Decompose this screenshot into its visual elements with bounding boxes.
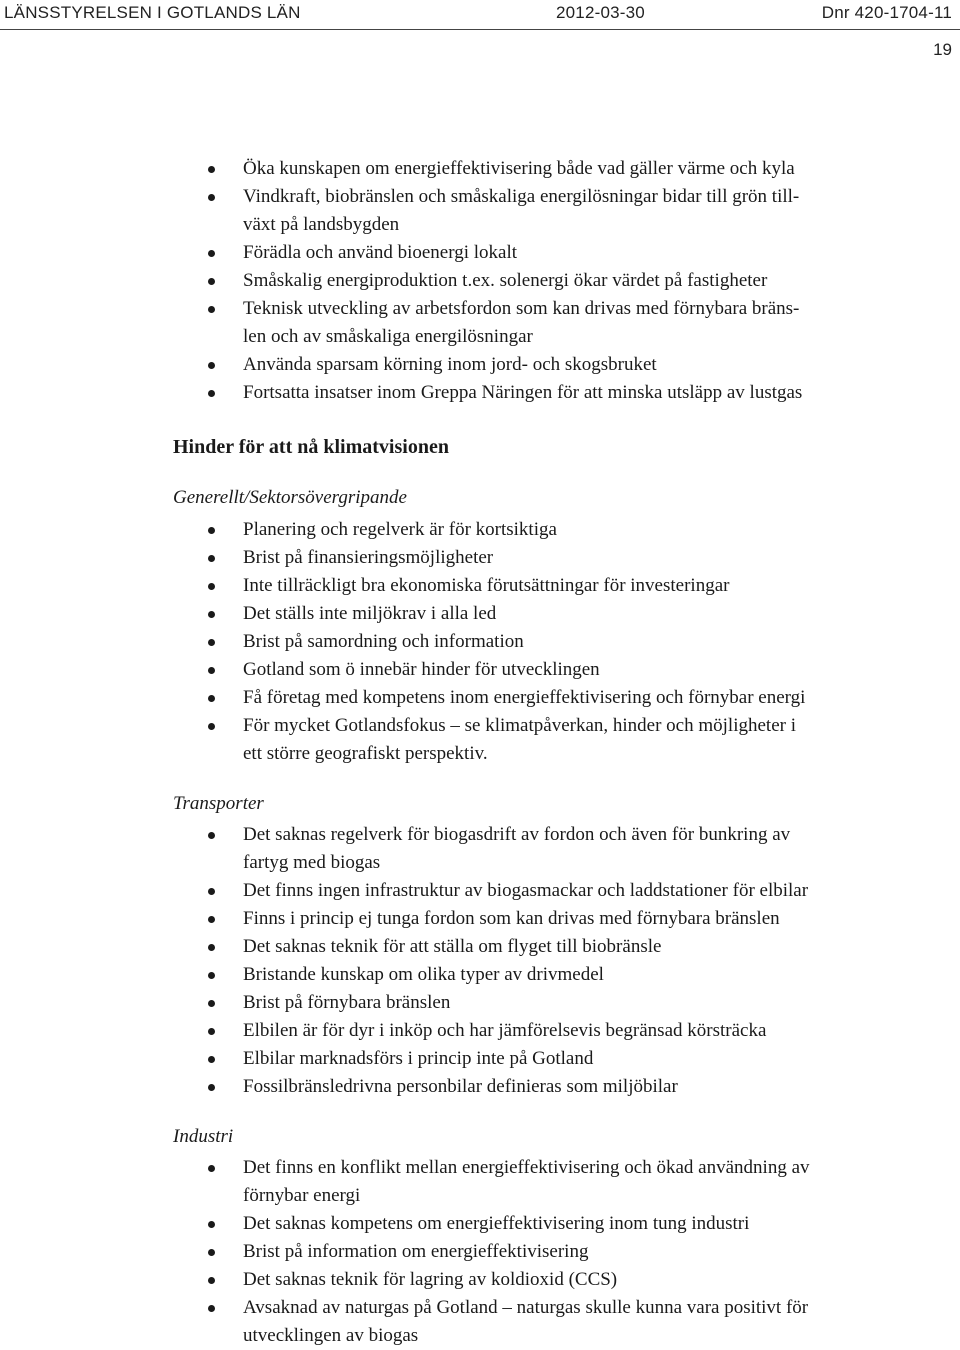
transporter-item [0,905,960,933]
transporter-item-text: Fossilbränsledrivna personbilar definieras som miljöbilar [243,1076,678,1097]
intro-item [0,351,960,379]
bullet-icon [208,1165,215,1172]
bullet-icon [208,555,215,562]
industri-item [0,1266,960,1294]
transporter-item [0,961,960,989]
industri-item-text: Det saknas teknik för lagring av koldioxid (CCS) [243,1269,618,1290]
bullet-icon [208,1056,215,1063]
header-organization: LÄNSSTYRELSEN I GOTLANDS LÄN [4,3,301,22]
intro-item-text: Vindkraft, biobränslen och småskaliga energilösningar bidar till grön till- [243,186,800,207]
intro-bullet-list [0,155,960,407]
bullet-icon [208,390,215,397]
transporter-item [0,1017,960,1045]
generellt-item [0,656,960,684]
subheading-industri: Industri [173,1126,234,1147]
bullet-icon [208,306,215,313]
bullet-icon [208,888,215,895]
bullet-icon [208,916,215,923]
intro-item [0,239,960,267]
bullet-icon [208,583,215,590]
transporter-item-text: Det finns ingen infrastruktur av biogasmackar och laddstationer för elbilar [243,880,809,901]
intro-item [0,379,960,407]
transporter-item-text: fartyg med biogas [243,852,381,873]
industri-item-text: utvecklingen av biogas [243,1325,419,1346]
generellt-item [0,544,960,572]
generellt-item-text: Brist på samordning och information [243,631,524,652]
industri-item-text: Avsaknad av naturgas på Gotland – naturgas skulle kunna vara positivt för [243,1297,809,1318]
bullet-icon [208,972,215,979]
bullet-icon [208,1084,215,1091]
transporter-item-text: Brist på förnybara bränslen [243,992,451,1013]
generellt-item-text: Inte tillräckligt bra ekonomiska förutsättningar för investeringar [243,575,730,596]
intro-item-text: Fortsatta insatser inom Greppa Näringen för att minska utsläpp av lustgas [243,382,803,403]
transporter-item [0,1073,960,1101]
generellt-item-text: ett större geografiskt perspektiv. [243,743,488,764]
header-document-number: Dnr 420-1704-11 [821,3,952,22]
bullet-icon [208,1249,215,1256]
bullet-icon [208,362,215,369]
industri-item-text: Det saknas kompetens om energieffektivisering inom tung industri [243,1213,750,1234]
bullet-icon [208,278,215,285]
bullet-icon [208,611,215,618]
bullet-icon [208,1000,215,1007]
bullet-icon [208,639,215,646]
generellt-item-text: Planering och regelverk är för kortsiktiga [243,519,557,540]
intro-item-text: Teknisk utveckling av arbetsfordon som kan drivas med förnybara bräns- [243,298,800,319]
transporter-item-text: Elbilen är för dyr i inköp och har jämförelsevis begränsad körsträcka [243,1020,767,1041]
transporter-item [0,989,960,1017]
intro-item [0,155,960,183]
intro-item-text: Förädla och använd bioenergi lokalt [243,242,518,263]
transporter-item [0,877,960,905]
bullet-icon [208,166,215,173]
intro-item [0,183,960,239]
bullet-icon [208,667,215,674]
generellt-bullet-list [0,516,960,768]
transporter-item-text: Det saknas regelverk för biogasdrift av fordon och även för bunkring av [243,824,791,845]
transporter-item [0,1045,960,1073]
generellt-item-text: För mycket Gotlandsfokus – se klimatpåverkan, hinder och möjligheter i [243,715,796,736]
generellt-item-text: Gotland som ö innebär hinder för utvecklingen [243,659,600,680]
bullet-icon [208,1028,215,1035]
subheading-generellt: Generellt/Sektorsövergripande [173,487,407,508]
transporter-item-text: Elbilar marknadsförs i princip inte på Gotland [243,1048,594,1069]
transporter-item-text: Finns i princip ej tunga fordon som kan drivas med förnybara bränslen [243,908,780,929]
industri-bullet-list [0,1154,960,1350]
bullet-icon [208,832,215,839]
generellt-item-text: Brist på finansieringsmöjligheter [243,547,494,568]
bullet-icon [208,250,215,257]
industri-item-text: Brist på information om energieffektivisering [243,1241,589,1262]
transporter-item-text: Det saknas teknik för att ställa om flyget till biobränsle [243,936,662,957]
intro-item-text: Småskalig energiproduktion t.ex. solenergi ökar värdet på fastigheter [243,270,768,291]
intro-item-text: Använda sparsam körning inom jord- och skogsbruket [243,354,657,375]
generellt-item [0,516,960,544]
industri-item [0,1154,960,1210]
generellt-item [0,684,960,712]
bullet-icon [208,1277,215,1284]
bullet-icon [208,944,215,951]
industri-item-text: förnybar energi [243,1185,361,1206]
industri-item [0,1294,960,1350]
page-number: 19 [933,40,952,59]
header-date: 2012-03-30 [556,3,645,22]
header-rule [0,29,960,30]
intro-item [0,267,960,295]
bullet-icon [208,695,215,702]
transporter-bullet-list [0,821,960,1101]
section-heading: Hinder för att nå klimatvisionen [173,436,449,458]
intro-item-text: växt på landsbygden [243,214,400,235]
generellt-item-text: Det ställs inte miljökrav i alla led [243,603,497,624]
industri-item [0,1210,960,1238]
transporter-item-text: Bristande kunskap om olika typer av drivmedel [243,964,604,985]
intro-item-text: len och av småskaliga energilösningar [243,326,533,347]
generellt-item [0,572,960,600]
generellt-item [0,712,960,768]
page-header [0,0,960,30]
generellt-item [0,600,960,628]
intro-item [0,295,960,351]
bullet-icon [208,1305,215,1312]
intro-item-text: Öka kunskapen om energieffektivisering både vad gäller värme och kyla [243,158,795,179]
industri-item-text: Det finns en konflikt mellan energieffektivisering och ökad användning av [243,1157,810,1178]
bullet-icon [208,723,215,730]
generellt-item-text: Få företag med kompetens inom energieffektivisering och förnybar energi [243,687,806,708]
subheading-transporter: Transporter [173,793,264,814]
transporter-item [0,933,960,961]
industri-item [0,1238,960,1266]
bullet-icon [208,527,215,534]
generellt-item [0,628,960,656]
bullet-icon [208,194,215,201]
transporter-item [0,821,960,877]
bullet-icon [208,1221,215,1228]
